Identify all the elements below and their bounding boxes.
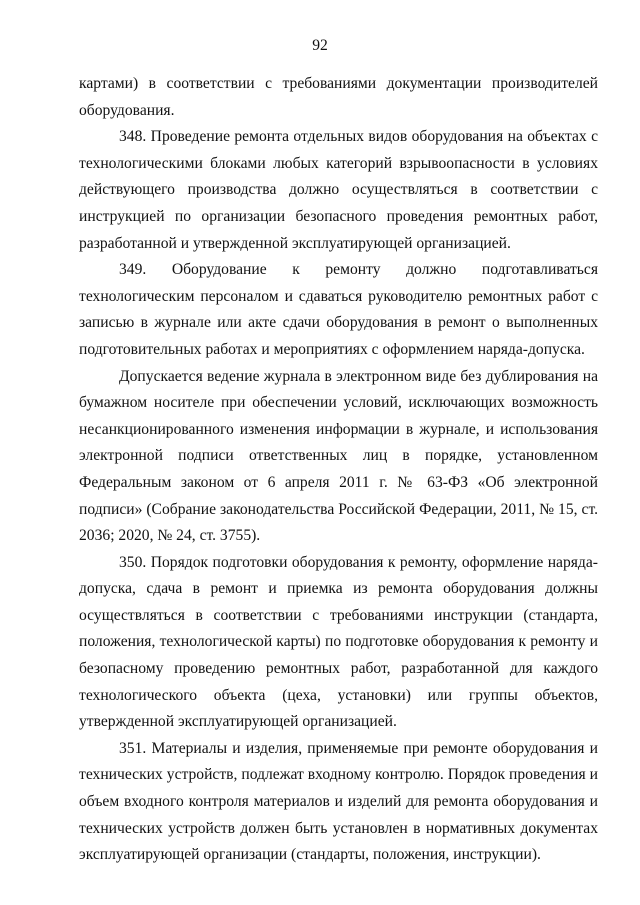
paragraph-351: 351. Материалы и изделия, применяемые при ремонте оборудования и технических устройств, подлежат входному контролю. Порядок проведения и объем входного контроля материалов и изделий для ремонта оборудования и технических устройств должен быть установлен в нормативных документах эксплуатирующей организации (стандарты, положения, инструкции).	[79, 739, 598, 864]
paragraph-350: 350. Порядок подготовки оборудования к ремонту, оформление наряда-допуска, сдача в ремонт и приемка из ремонта оборудования должны осуществляться в соответствии с требованиями инструкции (стандарта, положения, технологической карты) по подготовке оборудования к ремонту и безопасному проведению ремонтных работ, разработанной для каждого технологического объекта (цеха, установки) или группы объектов, утвержденной эксплуатирующей организацией.	[79, 553, 598, 731]
paragraph-electronic-journal: Допускается ведение журнала в электронном виде без дублирования на бумажном носителе при обеспечении условий, исключающих возможность несанкционированного изменения информации в журнале, и использования электронной подписи ответственных лиц в порядке, установленном Федеральным законом от 6 апреля 2011 г. № 63-ФЗ «Об электронной подписи» (Собрание законодательства Российской Федерации, 2011, № 15, ст. 2036; 2020, № 24, ст. 3755).	[79, 367, 598, 545]
paragraph-349: 349. Оборудование к ремонту должно подготавливаться технологическим персоналом и сдаваться руководителю ремонтных работ с записью в журнале или акте сдачи оборудования в ремонт о выполненных подготовительных работах и мероприятиях с оформлением наряда-допуска.	[79, 261, 598, 358]
paragraph-continuation: картами) в соответствии с требованиями документации производителей оборудования.	[79, 75, 598, 119]
page-number: 92	[312, 37, 328, 54]
paragraph-348: 348. Проведение ремонта отдельных видов оборудования на объектах с технологическими блоками любых категорий взрывоопасности в условиях действующего производства должно осуществляться в соответствии с инструкцией по организации безопасного проведения ремонтных работ, разработанной и утвержденной эксплуатирующей организацией.	[79, 128, 598, 252]
document-body	[79, 71, 598, 869]
